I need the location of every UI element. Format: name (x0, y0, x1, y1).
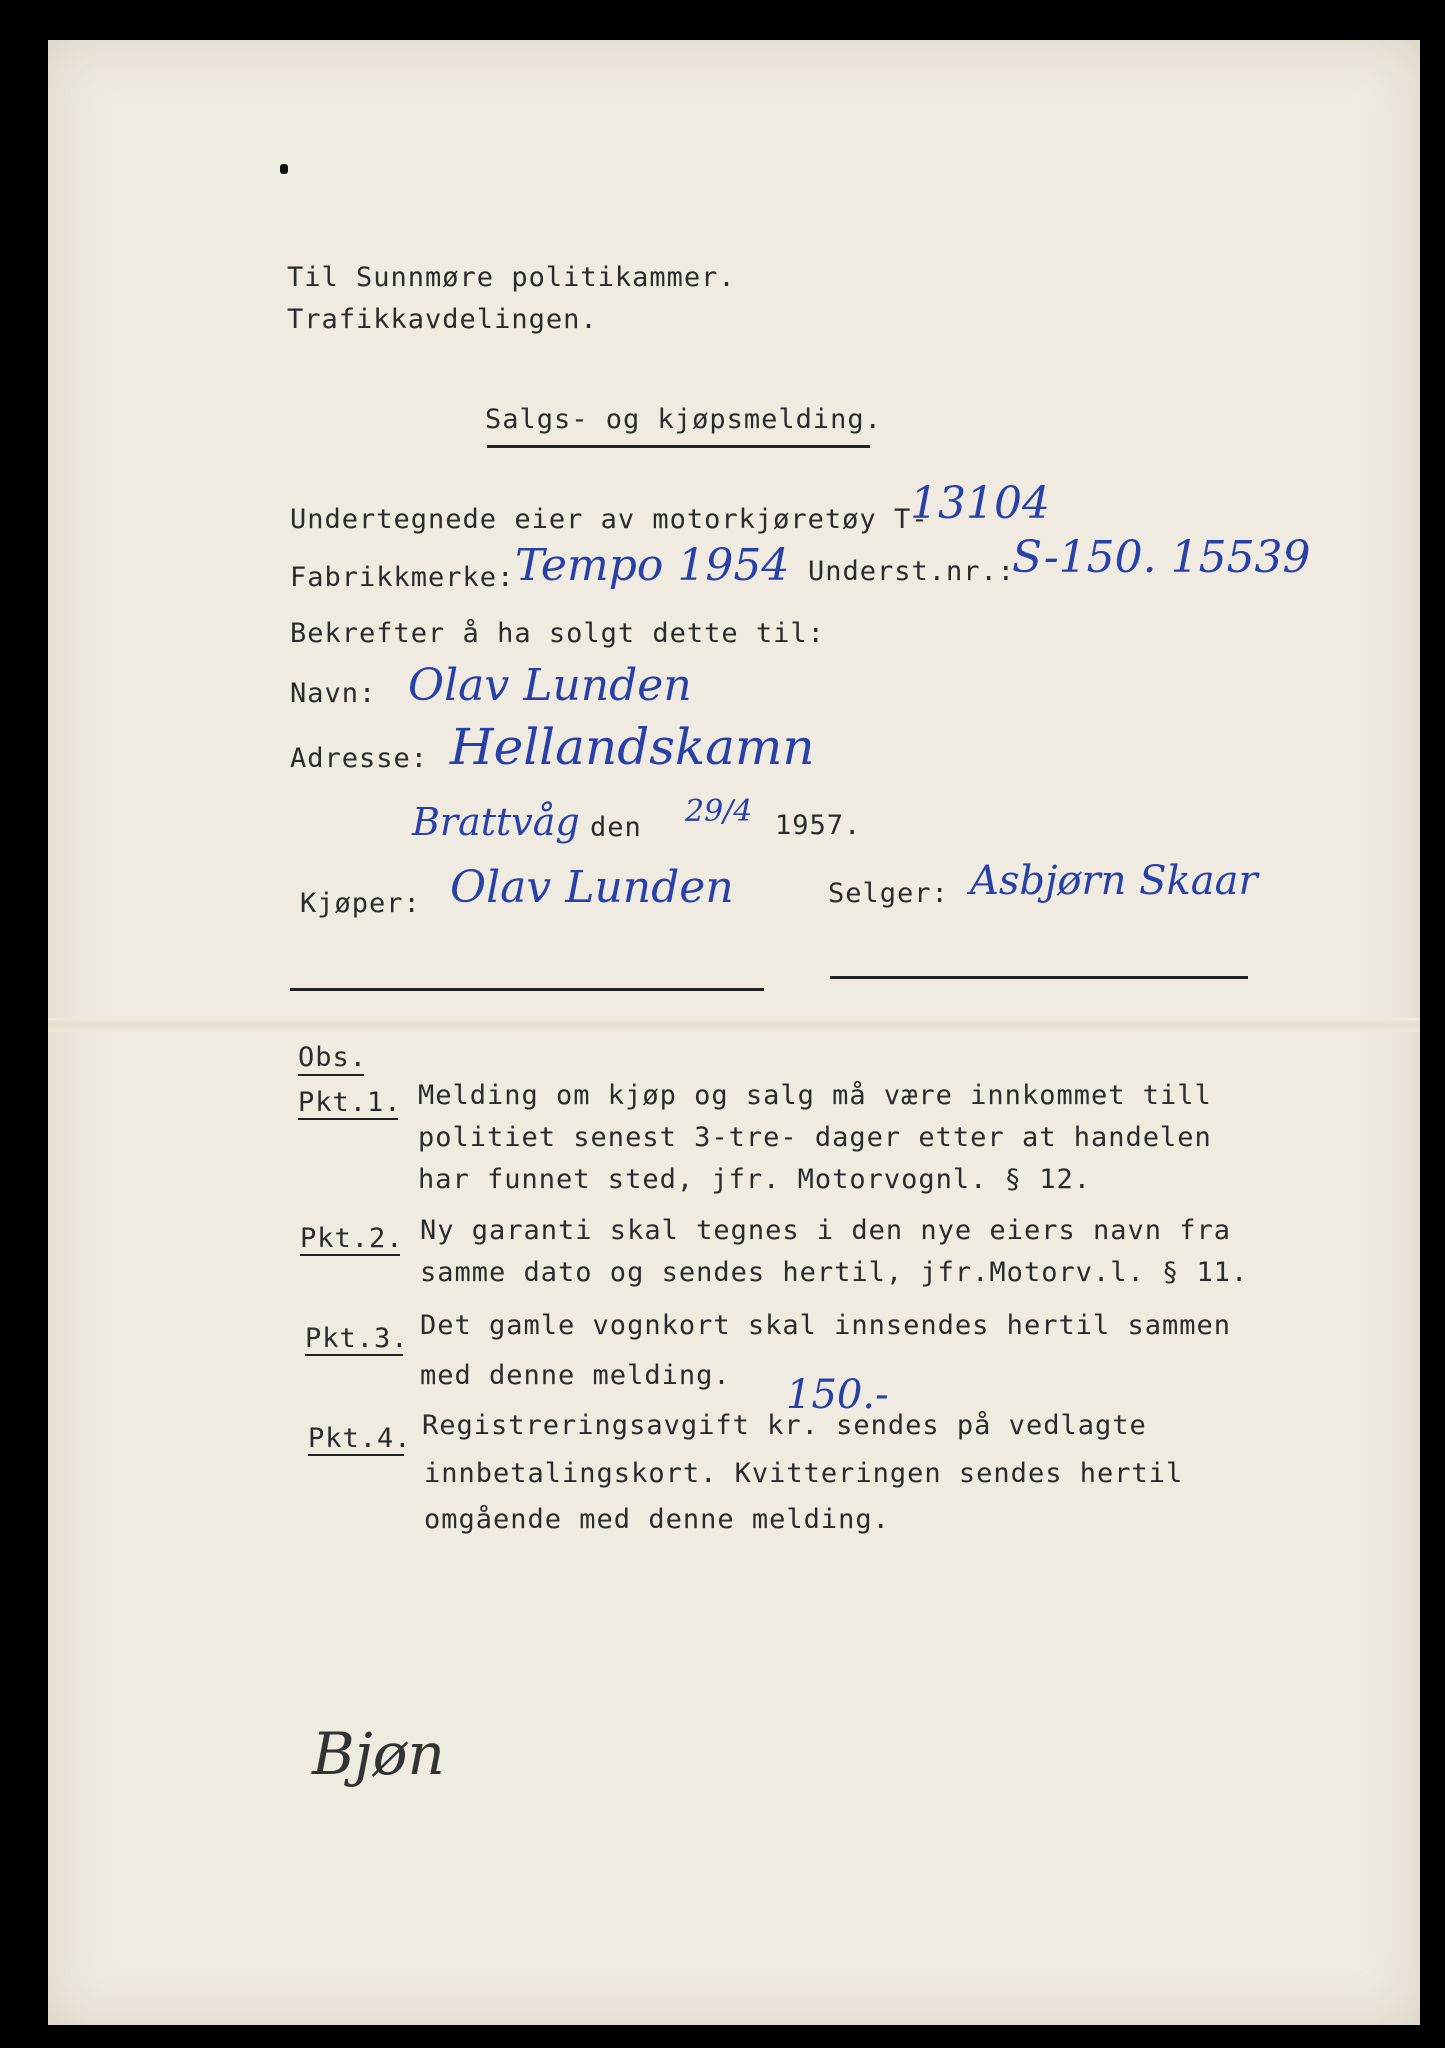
note-3-label: Pkt.3. (305, 1323, 409, 1354)
note-4-underline (308, 1454, 404, 1456)
make-value: Tempo 1954 (515, 540, 790, 591)
note-2-line-1: Ny garanti skal tegnes i den nye eiers navn fra (420, 1215, 1232, 1246)
owner-label: Undertegnede eier av motorkjøretøy T- (290, 504, 929, 535)
make-label: Fabrikkmerke: (290, 562, 515, 593)
note-2-underline (300, 1254, 400, 1256)
note-2-line-2: samme dato og sendes hertil, jfr.Motorv.l. § 11. (420, 1257, 1249, 1288)
address-value: Hellandskamn (450, 718, 815, 776)
note-4-line-1: Registreringsavgift kr. sendes på vedlagte (422, 1410, 1147, 1441)
owner-value: 13104 (910, 478, 1050, 529)
note-3-underline (305, 1354, 403, 1356)
notes-heading: Obs. (298, 1042, 368, 1073)
fee-value: 150.- (786, 1372, 889, 1418)
confirm-text: Bekrefter å ha solgt dette til: (290, 618, 825, 649)
date-value: 29/4 (685, 794, 753, 829)
seller-value: Asbjørn Skaar (970, 858, 1258, 904)
seller-signature-line (830, 976, 1248, 979)
note-4-line-3: omgående med denne melding. (424, 1504, 890, 1535)
notes-heading-underline (298, 1074, 364, 1076)
note-4-label: Pkt.4. (308, 1423, 412, 1454)
place-value: Brattvåg (412, 800, 580, 844)
year-value: 1957. (775, 810, 862, 841)
note-3-line-2: med denne melding. (420, 1360, 731, 1391)
seller-label: Selger: (828, 878, 949, 909)
address-line-1: Til Sunnmøre politikammer. (287, 262, 736, 293)
buyer-value: Olav Lunden (450, 862, 734, 913)
ink-dot (280, 164, 288, 174)
note-3-line-1: Det gamle vognkort skal innsendes hertil sammen (420, 1310, 1232, 1341)
name-label: Navn: (290, 678, 377, 709)
buyer-label: Kjøper: (300, 888, 421, 919)
note-1-line-1: Melding om kjøp og salg må være innkommet till (418, 1080, 1212, 1111)
buyer-signature-line (290, 988, 764, 991)
note-4-line-2: innbetalingskort. Kvitteringen sendes hertil (424, 1458, 1184, 1489)
chassis-value: S-150. 15539 (1012, 532, 1311, 583)
title-underline (487, 445, 870, 448)
paper-fold (48, 1018, 1420, 1032)
address-label: Adresse: (290, 743, 429, 774)
document-title: Salgs- og kjøpsmelding. (485, 404, 882, 435)
chassis-label: Underst.nr.: (808, 556, 1016, 587)
document-page (48, 40, 1420, 2025)
note-1-underline (298, 1118, 398, 1120)
address-line-2: Trafikkavdelingen. (287, 304, 598, 335)
note-1-label: Pkt.1. (298, 1087, 402, 1118)
note-2-label: Pkt.2. (300, 1223, 404, 1254)
date-label: den (590, 812, 642, 843)
name-value: Olav Lunden (408, 660, 692, 711)
note-1-line-3: har funnet sted, jfr. Motorvognl. § 12. (418, 1164, 1091, 1195)
note-1-line-2: politiet senest 3-tre- dager etter at handelen (418, 1122, 1212, 1153)
initials-signature: Bjøn (312, 1720, 445, 1788)
